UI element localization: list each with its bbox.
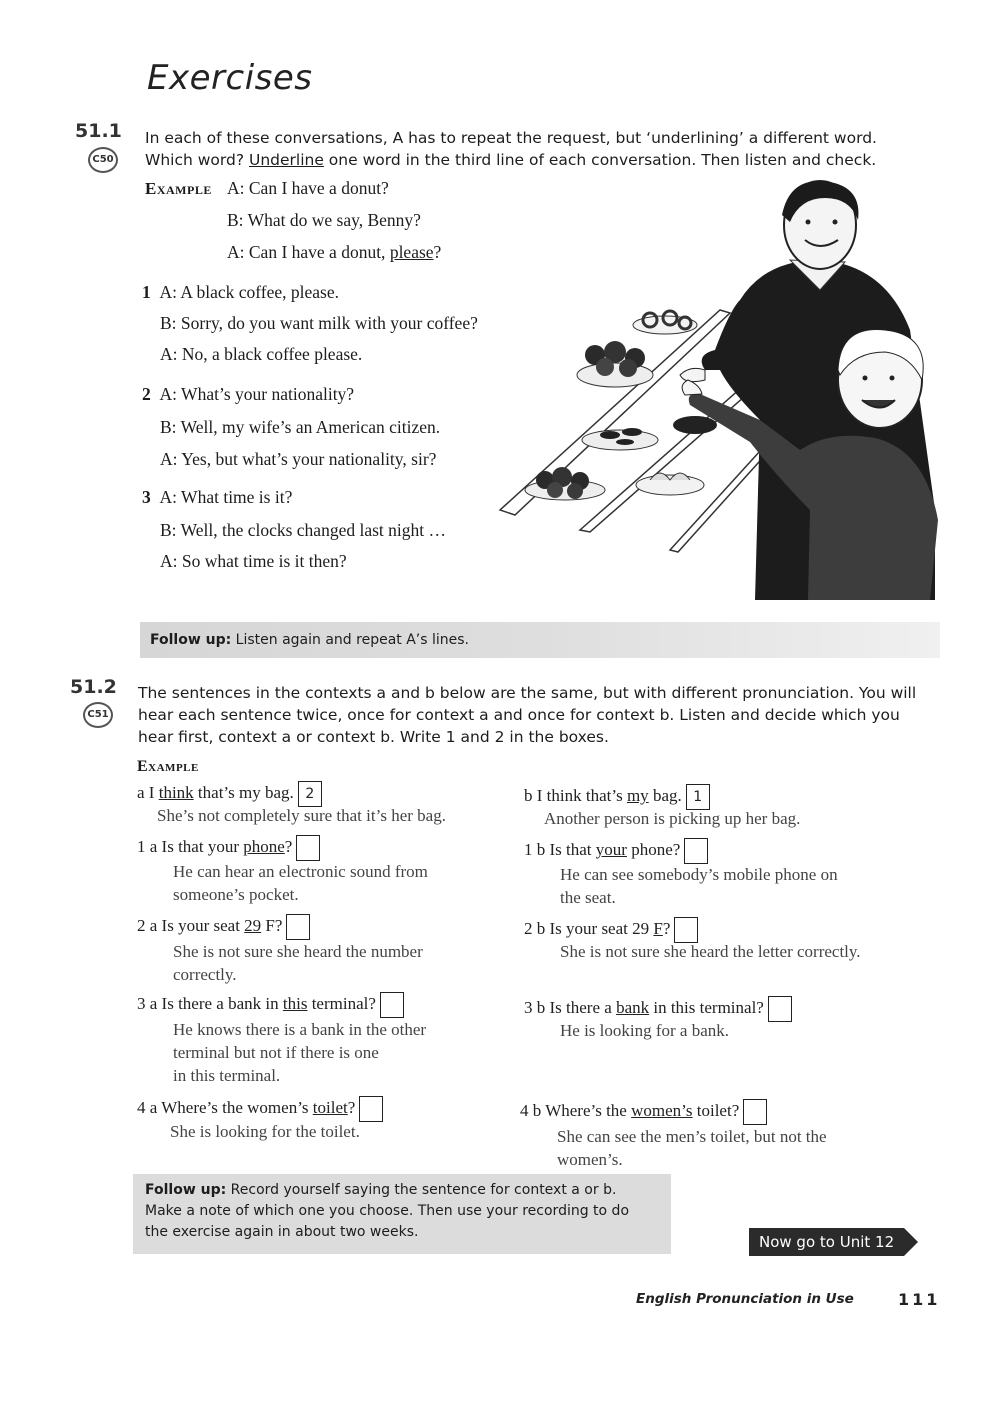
donut-counter-illustration	[490, 180, 940, 600]
answer-box[interactable]	[286, 914, 310, 940]
item-4b-sentence	[520, 1099, 767, 1125]
example-text: A: Can I have a donut?	[227, 178, 389, 198]
stressed-word: this	[282, 993, 308, 1013]
exercise-instruction	[145, 127, 905, 171]
instruction-line-2: hear each sentence twice, once for context a and once for context b. Listen and decide which you	[138, 706, 900, 724]
example-text: B: What do we say, Benny?	[227, 210, 421, 230]
answer-box[interactable]	[674, 917, 698, 943]
follow-up-banner	[133, 1174, 671, 1254]
item-number: 3	[142, 487, 151, 507]
example-label: Example	[137, 758, 199, 775]
context-line: He can see somebody’s mobile phone on	[560, 865, 838, 884]
answer-box[interactable]: 1	[686, 784, 710, 810]
sentence-text: 1 a Is that your	[137, 836, 244, 856]
sentence-text: ?	[347, 1097, 356, 1117]
answer-box[interactable]	[296, 835, 320, 861]
cd-track-label: C51	[87, 709, 109, 720]
sentence-text: b I think that’s	[524, 785, 627, 805]
context-line: terminal but not if there is one	[173, 1043, 379, 1062]
sentence-text: 3 b Is there a	[524, 997, 617, 1017]
page-title: Exercises	[147, 58, 313, 98]
item-3a-sentence	[137, 992, 404, 1018]
sentence-text: 1 b Is that	[524, 839, 596, 859]
sentence-text: 3 a Is there a bank in	[137, 993, 283, 1013]
answer-box[interactable]	[743, 1099, 767, 1125]
example-underlined-word: please	[389, 242, 434, 262]
sentence-text: a I	[137, 782, 159, 802]
sentence-text: ?	[284, 836, 293, 856]
follow-up-text: Record yourself saying the sentence for context a or b.	[226, 1182, 617, 1198]
context-line: women’s.	[557, 1150, 623, 1169]
audio-cd-icon[interactable]	[88, 147, 118, 173]
sentence-text: 4 a Where’s the women’s	[137, 1097, 313, 1117]
context-line: someone’s pocket.	[173, 885, 299, 904]
stressed-word: 29	[244, 915, 262, 935]
stressed-word: bank	[616, 997, 650, 1017]
conversation-1-line-2: B: Sorry, do you want milk with your coffee?	[160, 313, 478, 333]
item-3b-context: He is looking for a bank.	[560, 1021, 730, 1040]
instruction-text: Which word?	[145, 151, 249, 169]
next-unit-button[interactable]	[749, 1228, 918, 1256]
instruction-line-1: In each of these conversations, A has to repeat the request, but ‘underlining’ a different word.	[145, 129, 877, 147]
sentence-text: in this terminal?	[649, 997, 764, 1017]
next-unit-label: Now go to Unit 12	[749, 1228, 904, 1256]
conversation-3-line-2: B: Well, the clocks changed last night …	[160, 520, 446, 540]
context-line: She is not sure she heard the number	[173, 942, 423, 961]
sentence-text: F?	[261, 915, 283, 935]
answer-box[interactable]: 2	[298, 781, 322, 807]
follow-up-text: Listen again and repeat A’s lines.	[231, 632, 470, 648]
item-number: 2	[142, 384, 151, 404]
follow-up-line-1	[145, 1180, 659, 1201]
answer-box[interactable]	[768, 996, 792, 1022]
sentence-text: 2 b Is your seat 29	[524, 918, 654, 938]
example-b-context: Another person is picking up her bag.	[544, 809, 801, 828]
conversation-2-line-2: B: Well, my wife’s an American citizen.	[160, 417, 441, 437]
example-text: ?	[433, 242, 442, 262]
item-1a-sentence	[137, 835, 320, 861]
stressed-word: your	[595, 839, 627, 859]
item-4a-context: She is looking for the toilet.	[170, 1122, 360, 1141]
item-number: 1	[142, 282, 151, 302]
follow-up-label: Follow up:	[150, 632, 232, 648]
example-text: A: Can I have a donut,	[227, 242, 390, 262]
dialogue-line: A: A black coffee, please.	[159, 282, 339, 302]
sentence-text: ?	[662, 918, 671, 938]
instruction-text: one word in the third line of each conversation. Then listen and check.	[323, 151, 877, 169]
context-line: correctly.	[173, 965, 237, 984]
stressed-word: F	[653, 918, 663, 938]
sentence-text: bag.	[648, 785, 682, 805]
item-1a-context	[173, 860, 428, 906]
context-line: He knows there is a bank in the other	[173, 1020, 427, 1039]
item-1b-sentence	[524, 838, 708, 864]
item-1b-context	[560, 863, 838, 909]
cd-track-label: C50	[92, 154, 114, 165]
stressed-word: women’s	[631, 1100, 693, 1120]
item-2b-sentence	[524, 917, 698, 943]
follow-up-line-2: Make a note of which one you choose. Then use your recording to do	[145, 1203, 630, 1219]
follow-up-line-3: the exercise again in about two weeks.	[145, 1224, 419, 1240]
book-title-footer: English Pronunciation in Use	[636, 1291, 854, 1307]
item-3b-sentence	[524, 996, 792, 1022]
conversation-2-line-1	[142, 384, 354, 405]
context-line: She can see the men’s toilet, but not the	[557, 1127, 827, 1146]
dialogue-line: A: What’s your nationality?	[159, 384, 355, 404]
example-line-1	[227, 178, 389, 199]
instruction-line-2	[145, 149, 905, 171]
conversation-1-line-3: A: No, a black coffee please.	[160, 344, 363, 364]
sentence-text: 2 a Is your seat	[137, 915, 245, 935]
sentence-text: that’s my bag.	[193, 782, 294, 802]
example-line-2	[227, 210, 421, 231]
conversation-2-line-3: A: Yes, but what’s your nationality, sir?	[160, 449, 437, 469]
stressed-word: phone	[243, 836, 285, 856]
item-2a-sentence	[137, 914, 310, 940]
instruction-line-1: The sentences in the contexts a and b below are the same, but with different pronunciation. You will	[138, 684, 917, 702]
sentence-text: phone?	[626, 839, 681, 859]
item-4b-context	[557, 1125, 827, 1171]
conversation-1-line-1	[142, 282, 339, 303]
item-3a-context	[173, 1018, 426, 1087]
stressed-word: my	[626, 785, 649, 805]
instruction-line-3: hear first, context a or context b. Write 1 and 2 in the boxes.	[138, 728, 609, 746]
instruction-underlined-word: Underline	[248, 151, 324, 169]
page-number: 111	[898, 1290, 941, 1309]
exercise-number-51-1: 51.1	[75, 120, 122, 142]
conversation-3-line-1	[142, 487, 292, 508]
context-line: the seat.	[560, 888, 616, 907]
sentence-text: 4 b Where’s the	[520, 1100, 632, 1120]
exercise-number-51-2: 51.2	[70, 676, 117, 698]
audio-cd-icon[interactable]	[83, 702, 113, 728]
follow-up-banner	[140, 622, 940, 658]
item-4a-sentence	[137, 1096, 383, 1122]
item-2b-context: She is not sure she heard the letter correctly.	[560, 942, 861, 961]
context-line: He can hear an electronic sound from	[173, 862, 428, 881]
example-line-3	[227, 242, 441, 263]
context-line: in this terminal.	[173, 1066, 281, 1085]
answer-box[interactable]	[380, 992, 404, 1018]
sentence-text: toilet?	[692, 1100, 740, 1120]
answer-box[interactable]	[359, 1096, 383, 1122]
example-a-sentence	[137, 781, 322, 807]
example-b-sentence	[524, 784, 710, 810]
example-label: Example	[145, 179, 212, 198]
arrow-right-icon	[904, 1228, 918, 1256]
sentence-text: terminal?	[307, 993, 376, 1013]
conversation-3-line-3: A: So what time is it then?	[160, 551, 347, 571]
dialogue-line: A: What time is it?	[159, 487, 293, 507]
exercise-instruction	[138, 682, 938, 748]
stressed-word: toilet	[312, 1097, 348, 1117]
answer-box[interactable]	[684, 838, 708, 864]
example-a-context: She’s not completely sure that it’s her bag.	[157, 806, 446, 825]
stressed-word: think	[158, 782, 194, 802]
item-2a-context	[173, 940, 423, 986]
follow-up-label: Follow up:	[145, 1182, 227, 1198]
